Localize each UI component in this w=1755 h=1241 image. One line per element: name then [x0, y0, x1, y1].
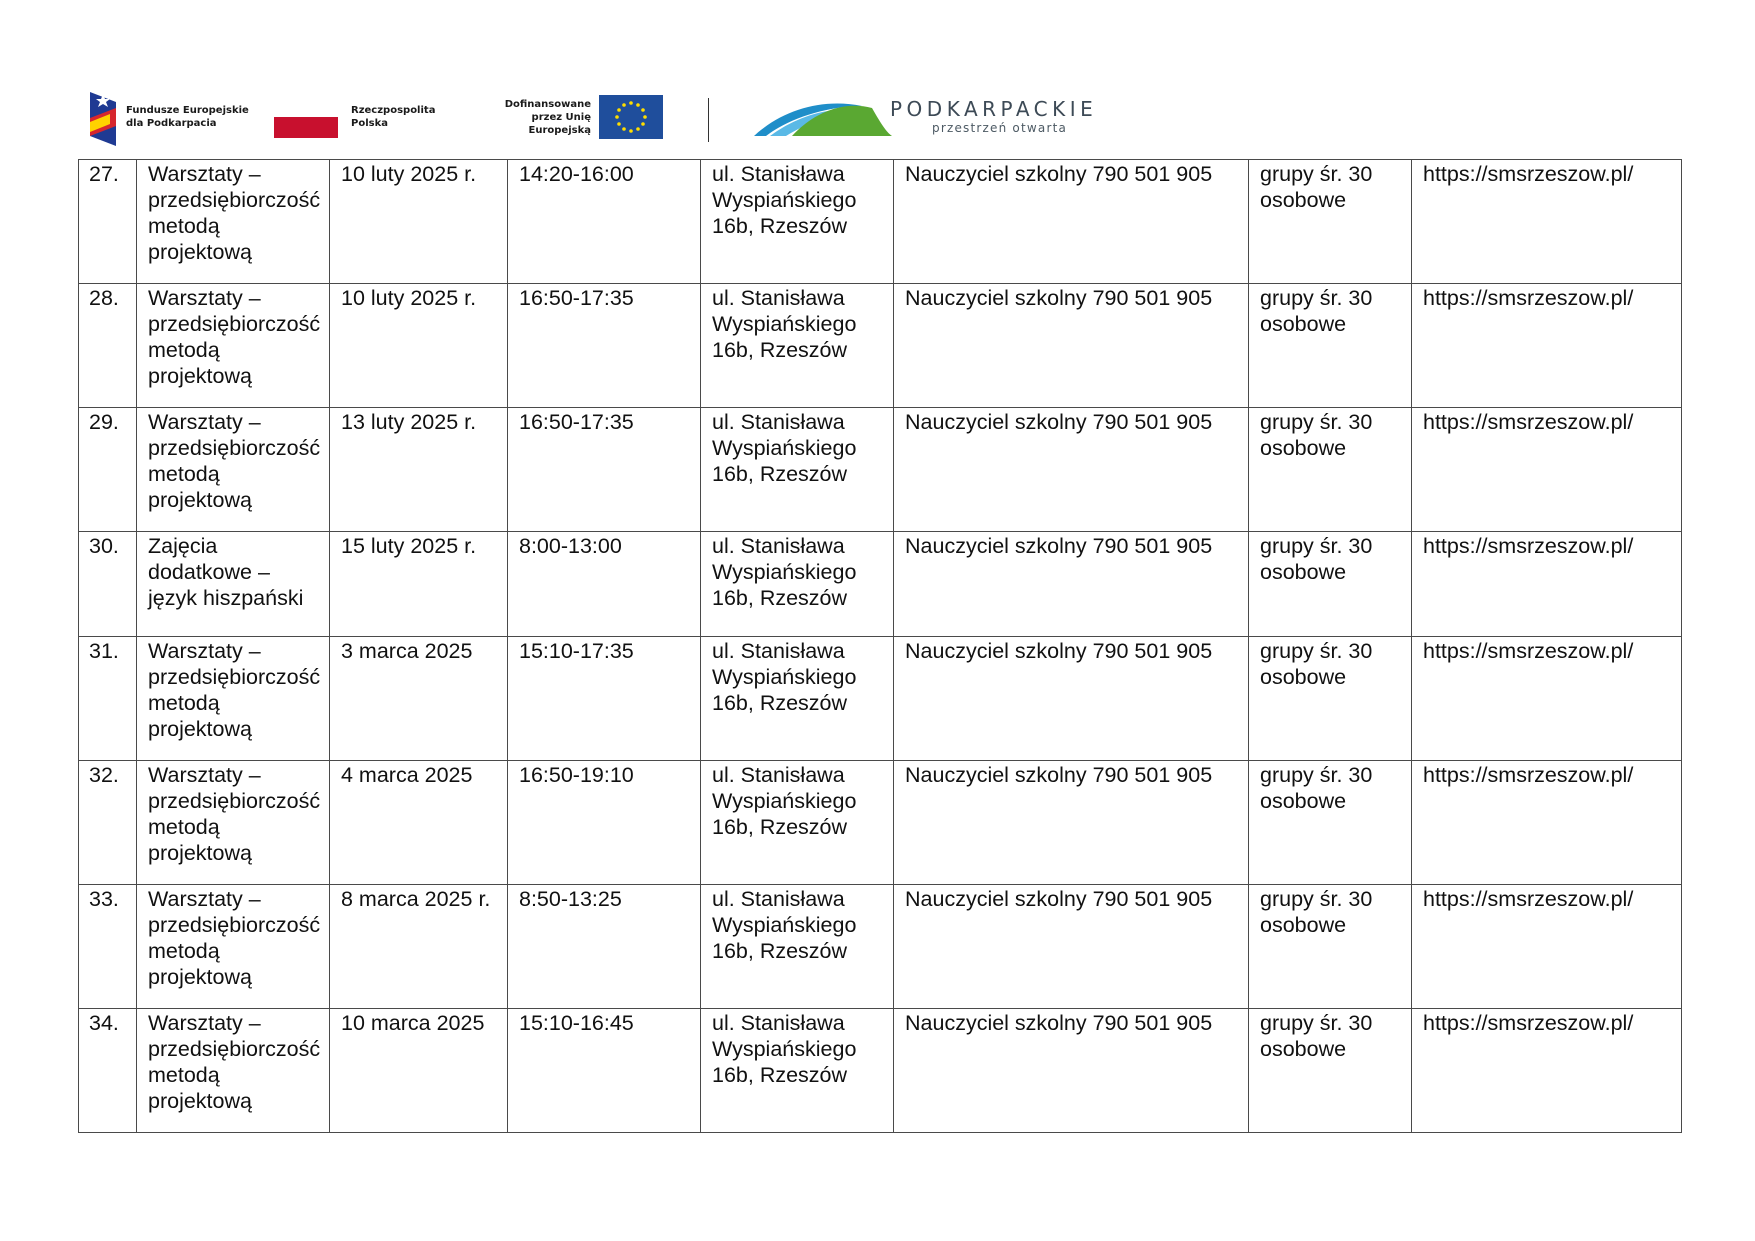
time-cell: 8:50-13:25 [508, 885, 701, 1009]
address-cell: ul. Stanisława Wyspiańskiego 16b, Rzeszów [701, 160, 894, 284]
table-row [79, 160, 1682, 284]
table-row [79, 284, 1682, 408]
polish-flag-icon [274, 96, 338, 138]
activity-cell: Zajęcia dodatkowe – język hiszpański [137, 532, 330, 637]
url-cell: https://smsrzeszow.pl/ [1412, 160, 1682, 284]
row-number: 30. [79, 532, 137, 637]
address-cell: ul. Stanisława Wyspiańskiego 16b, Rzeszów [701, 885, 894, 1009]
podkarpackie-text [890, 98, 1130, 136]
date-cell: 13 luty 2025 r. [330, 408, 508, 532]
schedule-table [78, 159, 1682, 1133]
group-cell: grupy śr. 30 osobowe [1249, 160, 1412, 284]
date-cell: 10 luty 2025 r. [330, 284, 508, 408]
url-cell: https://smsrzeszow.pl/ [1412, 532, 1682, 637]
time-cell: 15:10-17:35 [508, 637, 701, 761]
time-cell: 8:00-13:00 [508, 532, 701, 637]
url-cell: https://smsrzeszow.pl/ [1412, 284, 1682, 408]
rzeczpospolita-logo [274, 86, 441, 148]
activity-cell: Warsztaty – przedsiębiorczość metodą projektową [137, 160, 330, 284]
activity-cell: Warsztaty – przedsiębiorczość metodą projektową [137, 408, 330, 532]
podkarpackie-tagline: przestrzeń otwarta [932, 121, 1068, 135]
time-cell: 16:50-19:10 [508, 761, 701, 885]
group-cell: grupy śr. 30 osobowe [1249, 885, 1412, 1009]
contact-cell: Nauczyciel szkolny 790 501 905 [894, 1009, 1249, 1133]
eu-logo-text: Dofinansowane przez Unię Europejską [504, 98, 591, 136]
rp-logo-text: Rzeczpospolita Polska [351, 105, 436, 129]
activity-cell: Warsztaty – przedsiębiorczość metodą projektową [137, 761, 330, 885]
table-row [79, 532, 1682, 637]
group-cell: grupy śr. 30 osobowe [1249, 1009, 1412, 1133]
contact-cell: Nauczyciel szkolny 790 501 905 [894, 532, 1249, 637]
contact-cell: Nauczyciel szkolny 790 501 905 [894, 408, 1249, 532]
row-number: 34. [79, 1009, 137, 1133]
url-cell: https://smsrzeszow.pl/ [1412, 1009, 1682, 1133]
table-row [79, 637, 1682, 761]
row-number: 28. [79, 284, 137, 408]
date-cell: 15 luty 2025 r. [330, 532, 508, 637]
podkarpackie-hills-icon [752, 92, 892, 142]
time-cell: 14:20-16:00 [508, 160, 701, 284]
group-cell: grupy śr. 30 osobowe [1249, 532, 1412, 637]
logo-bar [88, 86, 1118, 148]
address-cell: ul. Stanisława Wyspiańskiego 16b, Rzeszów [701, 761, 894, 885]
time-cell: 16:50-17:35 [508, 408, 701, 532]
logo-separator [708, 98, 709, 142]
table-row [79, 408, 1682, 532]
schedule-rows [79, 160, 1682, 1133]
fe-logo-text: Fundusze Europejskie dla Podkarpacia [126, 105, 249, 129]
contact-cell: Nauczyciel szkolny 790 501 905 [894, 160, 1249, 284]
group-cell: grupy śr. 30 osobowe [1249, 637, 1412, 761]
table-row [79, 761, 1682, 885]
contact-cell: Nauczyciel szkolny 790 501 905 [894, 637, 1249, 761]
eu-flag-icon [599, 95, 663, 139]
address-cell: ul. Stanisława Wyspiańskiego 16b, Rzeszów [701, 284, 894, 408]
time-cell: 15:10-16:45 [508, 1009, 701, 1133]
fe-flag-icon [88, 88, 118, 146]
row-number: 33. [79, 885, 137, 1009]
activity-cell: Warsztaty – przedsiębiorczość metodą projektową [137, 284, 330, 408]
contact-cell: Nauczyciel szkolny 790 501 905 [894, 761, 1249, 885]
group-cell: grupy śr. 30 osobowe [1249, 408, 1412, 532]
url-cell: https://smsrzeszow.pl/ [1412, 637, 1682, 761]
time-cell: 16:50-17:35 [508, 284, 701, 408]
date-cell: 8 marca 2025 r. [330, 885, 508, 1009]
activity-cell: Warsztaty – przedsiębiorczość metodą projektową [137, 637, 330, 761]
group-cell: grupy śr. 30 osobowe [1249, 284, 1412, 408]
url-cell: https://smsrzeszow.pl/ [1412, 885, 1682, 1009]
podkarpackie-logo [752, 86, 1098, 148]
activity-cell: Warsztaty – przedsiębiorczość metodą projektową [137, 885, 330, 1009]
activity-cell: Warsztaty – przedsiębiorczość metodą projektową [137, 1009, 330, 1133]
date-cell: 10 marca 2025 [330, 1009, 508, 1133]
row-number: 27. [79, 160, 137, 284]
address-cell: ul. Stanisława Wyspiańskiego 16b, Rzeszów [701, 408, 894, 532]
address-cell: ul. Stanisława Wyspiańskiego 16b, Rzeszów [701, 637, 894, 761]
table-row [79, 1009, 1682, 1133]
fundusze-europejskie-logo [88, 86, 256, 148]
url-cell: https://smsrzeszow.pl/ [1412, 408, 1682, 532]
date-cell: 4 marca 2025 [330, 761, 508, 885]
row-number: 29. [79, 408, 137, 532]
address-cell: ul. Stanisława Wyspiańskiego 16b, Rzeszów [701, 532, 894, 637]
date-cell: 10 luty 2025 r. [330, 160, 508, 284]
contact-cell: Nauczyciel szkolny 790 501 905 [894, 284, 1249, 408]
contact-cell: Nauczyciel szkolny 790 501 905 [894, 885, 1249, 1009]
url-cell: https://smsrzeszow.pl/ [1412, 761, 1682, 885]
address-cell: ul. Stanisława Wyspiańskiego 16b, Rzeszów [701, 1009, 894, 1133]
row-number: 31. [79, 637, 137, 761]
podkarpackie-name: PODKARPACKIE [890, 97, 1098, 121]
table-row [79, 885, 1682, 1009]
date-cell: 3 marca 2025 [330, 637, 508, 761]
eu-logo [473, 86, 663, 148]
row-number: 32. [79, 761, 137, 885]
group-cell: grupy śr. 30 osobowe [1249, 761, 1412, 885]
